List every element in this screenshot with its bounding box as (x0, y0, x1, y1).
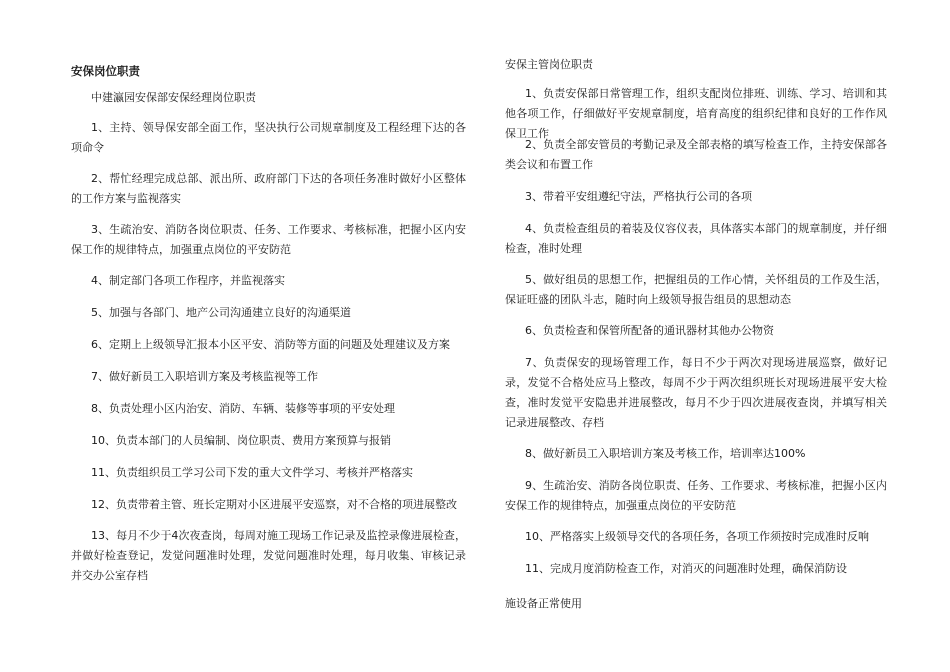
manager-duty-12: 12、负责带着主管、班长定期对小区进展平安巡察，对不合格的项进展整改 (91, 498, 457, 511)
supervisor-duty-6: 6、负责检查和保管所配备的通讯器材其他办公物资 (525, 324, 774, 337)
supervisor-duty-1: 1、负责安保部日常管理工作，组织支配岗位排班、训练、学习、培训和其他各项工作，仔细做好平安规章制度，培育高度的组织纪律和良好的工作作风保卫工作 (505, 87, 887, 140)
supervisor-duty-9: 9、生疏治安、消防各岗位职责、任务、工作要求、考核标准，把握小区内安保工作的规律特点，加强重点岗位的平安防范 (505, 479, 887, 512)
manager-duty-1: 1、主持、领导保安部全面工作，坚决执行公司规章制度及工程经理下达的各项命令 (71, 121, 466, 154)
supervisor-duty-11-continued: 施设备正常使用 (505, 597, 582, 610)
supervisor-duty-11: 11、完成月度消防检查工作，对消灭的问题准时处理，确保消防设 (525, 562, 847, 575)
document-title: 安保岗位职责 (71, 64, 140, 78)
manager-duty-11: 11、负责组织员工学习公司下发的重大文件学习、考核并严格落实 (91, 466, 413, 479)
supervisor-duty-3: 3、带着平安组遵纪守法，严格执行公司的各项 (525, 190, 752, 203)
supervisor-duty-2: 2、负责全部安管员的考勤记录及全部表格的填写检查工作，主持安保部各类会议和布置工作 (505, 138, 887, 171)
manager-duty-4: 4、制定部门各项工作程序，并监视落实 (91, 274, 285, 287)
supervisor-duty-4: 4、负责检查组员的着装及仪容仪表，具体落实本部门的规章制度，并仔细检查，准时处理 (505, 222, 887, 255)
supervisor-duties-subtitle: 安保主管岗位职责 (505, 58, 593, 71)
manager-duty-13: 13、每月不少于4次夜查岗，每周对施工现场工作记录及监控录像进展检查，并做好检查登记，发觉问题准时处理，发觉问题准时处理，每月收集、审核记录并交办公室存档 (71, 529, 466, 582)
supervisor-duty-7: 7、负责保安的现场管理工作，每日不少于两次对现场进展巡察，做好记录，发觉不合格处应马上整改，每周不少于两次组织班长对现场进展平安大检查，准时发觉平安隐患并进展整改，每月不少于四次进展夜查岗，并填写相关记录进展整改、存档 (505, 356, 887, 429)
supervisor-duty-10: 10、严格落实上级领导交代的各项任务，各项工作须按时完成准时反响 (525, 530, 869, 543)
supervisor-duty-8: 8、做好新员工入职培训方案及考核工作，培训率达100% (525, 447, 806, 460)
supervisor-duty-5: 5、做好组员的思想工作，把握组员的工作心情，关怀组员的工作及生活，保证旺盛的团队斗志，随时向上级领导报告组员的思想动态 (505, 273, 887, 306)
manager-duty-7: 7、做好新员工入职培训方案及考核监视等工作 (91, 370, 318, 383)
manager-duty-5: 5、加强与各部门、地产公司沟通建立良好的沟通渠道 (91, 306, 351, 319)
manager-duty-3: 3、生疏治安、消防各岗位职责、任务、工作要求、考核标准，把握小区内安保工作的规律特点，加强重点岗位的平安防范 (71, 223, 466, 256)
manager-duty-2: 2、帮忙经理完成总部、派出所、政府部门下达的各项任务准时做好小区整体的工作方案与监视落实 (71, 172, 466, 205)
manager-duty-6: 6、定期上上级领导汇报本小区平安、消防等方面的问题及处理建议及方案 (91, 338, 450, 351)
manager-duty-10: 10、负责本部门的人员编制、岗位职责、费用方案预算与报销 (91, 434, 391, 447)
manager-duties-subtitle: 中建瀛园安保部安保经理岗位职责 (91, 91, 256, 104)
manager-duty-8: 8、负责处理小区内治安、消防、车辆、装修等事项的平安处理 (91, 402, 395, 415)
